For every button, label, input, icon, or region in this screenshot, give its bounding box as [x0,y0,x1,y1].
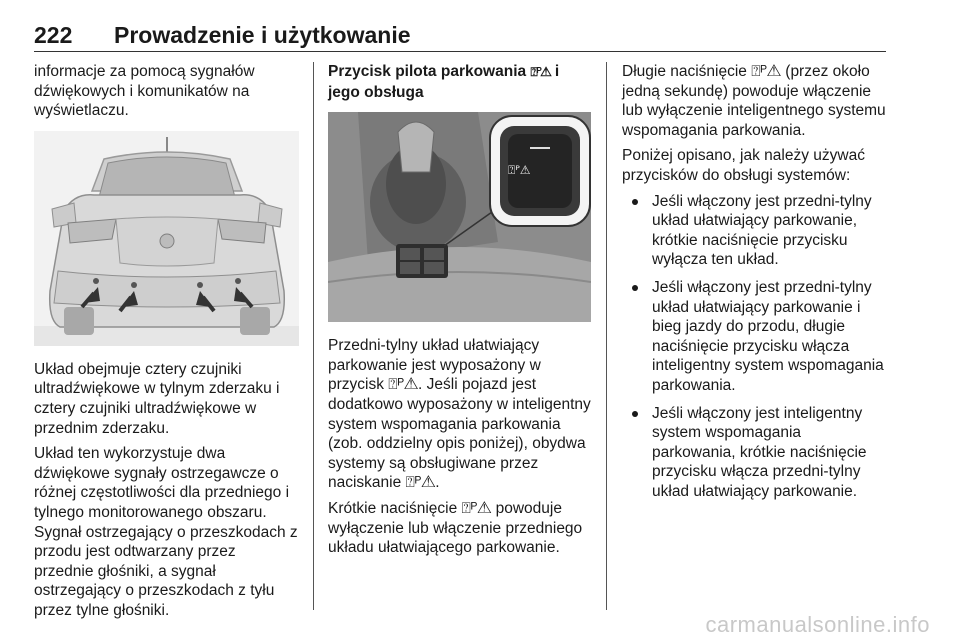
paragraph-long-press: Długie naciśnięcie ⍰ᴾ⚠ (przez około jedną sekundę) powoduje włączenie lub wyłączenie inteligentnego systemu wspomagania parkowania. [622,63,886,139]
usage-bullet-list [622,192,887,502]
park-assist-button-image [328,112,591,322]
column-divider-1 [313,62,314,610]
paragraph-warning-signals: Układ ten wykorzystuje dwa dźwiękowe sygnały ostrzegawcze o różnej częstotliwości dla przedniego i tylnego monitorowanego obszaru. Sygnał ostrzegający o przeszkodach z przodu jest odtwarzany przez przednie głośniki, a sygnał ostrzegający o przeszkodach z tyłu przez tylne głośniki. [34,445,298,619]
list-item [622,192,887,270]
heading-text-b: i jego obsługa [328,63,560,101]
list-item [622,278,887,396]
console-button-illustration [328,112,591,322]
section-heading [328,62,593,102]
paragraph-usage-intro: Poniżej opisano, jak należy używać przycisków do obsługi systemów: [622,147,865,184]
park-assist-icon: ⍰ᴾ⚠ [530,65,551,79]
list-item-text: Jeśli włączony jest inteligentny system wspomagania parkowania, krótkie naciśnięcie przycisku włącza przedni-tylny układ ułatwiający parkowanie. [652,404,867,500]
bullet-dot-icon [632,411,638,417]
list-item-text: Jeśli włączony jest przedni-tylny układ ułatwiający parkowanie i bieg jazdy do przodu, długie naciśnięcie przycisku włącza inteligentny system wspomagania parkowania. [652,278,884,394]
car-rear-view-image [34,131,299,346]
column-divider-2 [606,62,607,610]
page-number: 222 [34,22,73,48]
bullet-dot-icon [632,199,638,205]
rear-car-illustration [34,131,299,346]
column-3 [622,62,887,509]
paragraph-short-press: Krótkie naciśnięcie ⍰ᴾ⚠ powoduje wyłączenie lub włączenie przedniego układu ułatwiającego parkowanie. [328,499,583,557]
page-header [34,22,886,52]
column-1 [34,62,299,627]
paragraph-button-info: Przedni-tylny układ ułatwiający parkowanie jest wyposażony w przycisk ⍰ᴾ⚠. Jeśli pojazd jest dodatkowo wyposażony w inteligentny system wspomagania parkowania (zob. oddzielny opis poniżej), obydwa systemy są obsługiwane przez naciskanie ⍰ᴾ⚠. [328,337,591,492]
watermark: carmanualsonline.info [705,612,930,637]
svg-text:⍰ᴾ⚠: ⍰ᴾ⚠ [508,163,531,178]
paragraph-sensors: Układ obejmuje cztery czujniki ultradźwiękowe w tylnym zderzaku i cztery czujniki ultradźwiękowe w przednim zderzaku. [34,360,280,437]
list-item-text: Jeśli włączony jest przedni-tylny układ ułatwiający parkowanie, krótkie naciśnięcie przycisku wyłącza ten układ. [652,192,872,269]
list-item [622,404,887,502]
page-title: Prowadzenie i użytkowanie [114,22,411,48]
heading-text-a: Przycisk pilota parkowania [328,63,527,80]
intro-text: informacje za pomocą sygnałów dźwiękowych i komunikatów na wyświetlaczu. [34,63,255,120]
bullet-dot-icon [632,285,638,291]
column-2 [328,62,593,564]
